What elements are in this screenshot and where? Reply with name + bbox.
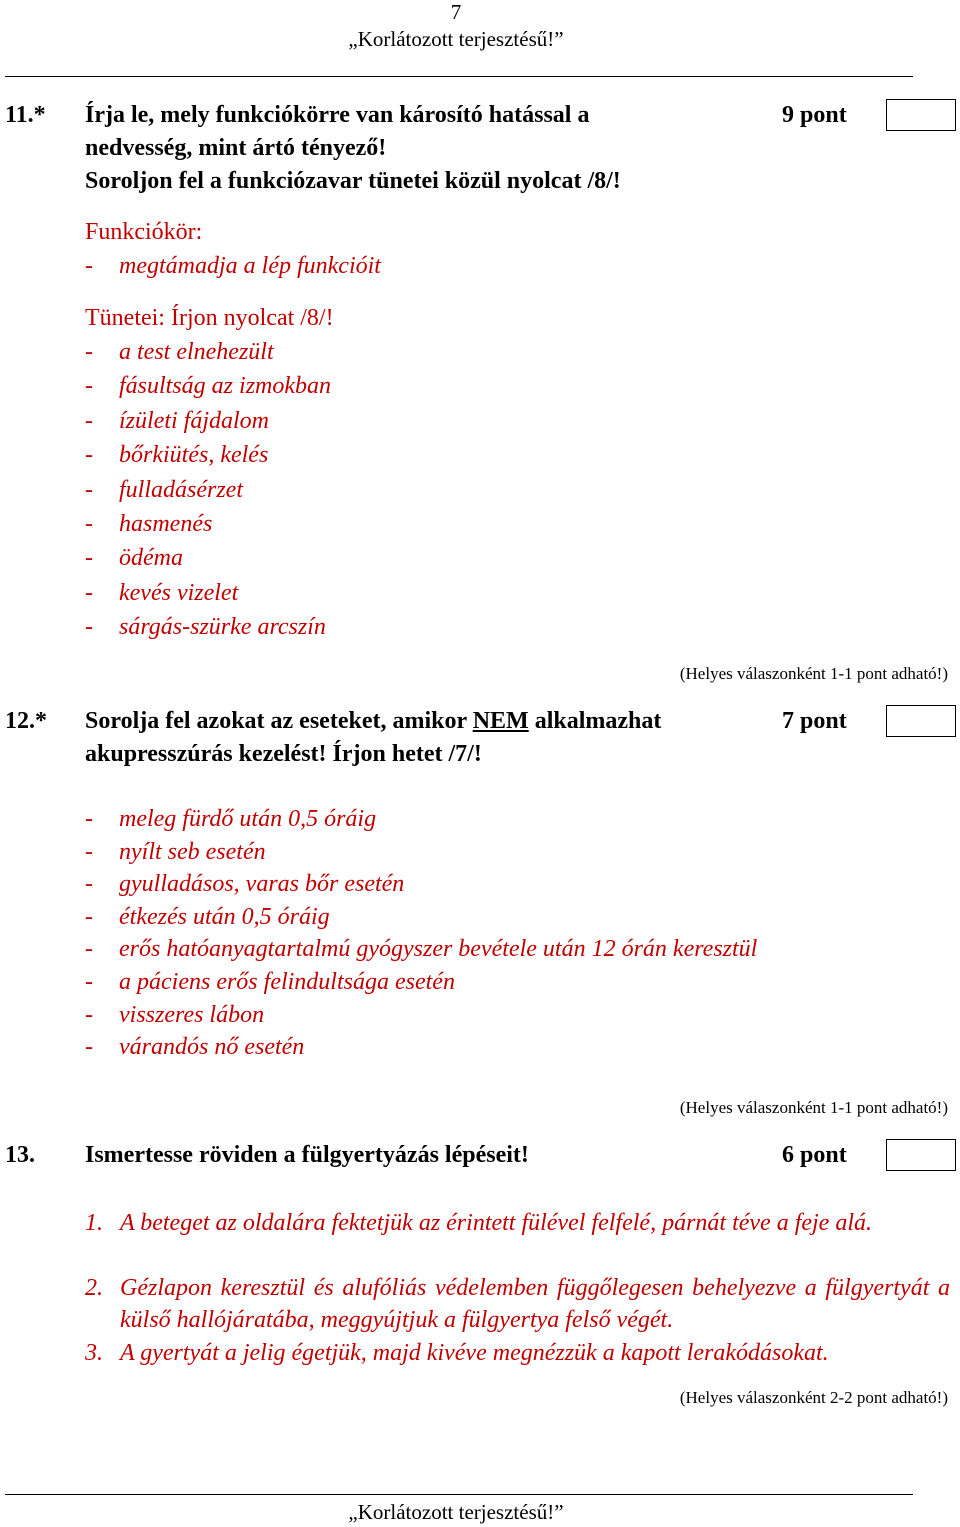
q12-score-box[interactable] (886, 705, 956, 737)
q13-number: 13. (5, 1142, 35, 1168)
q11-answer-item: - sárgás-szürke arcszín (85, 614, 326, 641)
q11-score-box[interactable] (886, 99, 956, 131)
q12-note: (Helyes válaszonként 1-1 pont adható!) (679, 1098, 948, 1117)
q11-funkcio-answer: - megtámadja a lép funkcióit (85, 253, 381, 279)
q12-answer-item: - erős hatóanyagtartalmú gyógyszer bevétele után 12 órán keresztül (85, 936, 758, 963)
q12-answer-item: - visszeres lábon (85, 1001, 265, 1028)
q13-score-box[interactable] (886, 1139, 956, 1171)
footer-rule (5, 1494, 913, 1495)
q11-line1: Írja le, mely funkciókörre van károsító hatással a (85, 102, 590, 128)
q11-answer-item: - ödéma (85, 545, 183, 572)
header-rule (5, 76, 913, 77)
q12-answer-item: - meleg fürdő után 0,5 óráig (85, 806, 377, 832)
q11-tunetei-label: Tünetei: Írjon nyolcat /8/! (85, 305, 334, 331)
footer-restriction: „Korlátozott terjesztésű!” (348, 1500, 564, 1524)
q12-answer-item: - a páciens erős felindultsága esetén (85, 969, 455, 995)
q12-line1: Sorolja fel azokat az eseteket, amikor NEM alkalmazhat (85, 708, 662, 734)
header-restriction: „Korlátozott terjesztésű!” (348, 27, 564, 51)
q11-funkcio-label: Funkciókör: (85, 219, 203, 245)
q13-text: Ismertesse röviden a fülgyertyázás lépéseit! (85, 1142, 529, 1168)
q11-line3: Soroljon fel a funkciózavar tünetei közül nyolcat /8/! (85, 168, 621, 194)
q12-number: 12.* (5, 708, 47, 734)
page-number: 7 (450, 0, 462, 24)
q12-answer-item: - gyulladásos, varas bőr esetén (85, 871, 405, 898)
q12-answer-item: - várandós nő esetén (85, 1034, 305, 1061)
q13-step-3: 3. A gyertyát a jelig égetjük, majd kivéve megnézzük a kapott lerakódásokat. (85, 1340, 829, 1366)
q11-answer-item: - fásultság az izmokban (85, 373, 332, 400)
q12-line2: akupresszúrás kezelést! Írjon hetet /7/! (85, 741, 482, 767)
q12-points: 7 pont (782, 708, 847, 734)
q11-answer-item: - hasmenés (85, 511, 213, 537)
q13-step-1: 1. A beteget az oldalára fektetjük az érintett fülével felfelé, párnát téve a feje alá. (85, 1210, 873, 1236)
q11-number: 11.* (5, 102, 46, 128)
q11-line2: nedvesség, mint ártó tényező! (85, 135, 387, 161)
q11-points: 9 pont (782, 102, 847, 128)
q12-answer-item: - étkezés után 0,5 óráig (85, 903, 330, 930)
q11-answer-item: - kevés vizelet (85, 579, 239, 606)
q11-answer-item: - ízületi fájdalom (85, 407, 269, 434)
q11-note: (Helyes válaszonként 1-1 pont adható!) (679, 664, 948, 683)
q13-step-2: 2. Gézlapon keresztül és alufóliás védelemben függőlegesen behelyezve a fülgyertyát a külső hallójáratába, meggyújtjuk a fülgyertya felső végét. (85, 1275, 950, 1333)
q13-points: 6 pont (782, 1142, 847, 1168)
q11-answer-item: - bőrkiütés, kelés (85, 442, 269, 469)
q11-answer-item: - a test elnehezült (85, 339, 274, 365)
q11-answer-item: - fulladásérzet (85, 476, 243, 503)
q13-note: (Helyes válaszonként 2-2 pont adható!) (679, 1388, 948, 1407)
q12-nem-underlined: NEM (472, 708, 529, 734)
q12-answer-item: - nyílt seb esetén (85, 838, 266, 865)
